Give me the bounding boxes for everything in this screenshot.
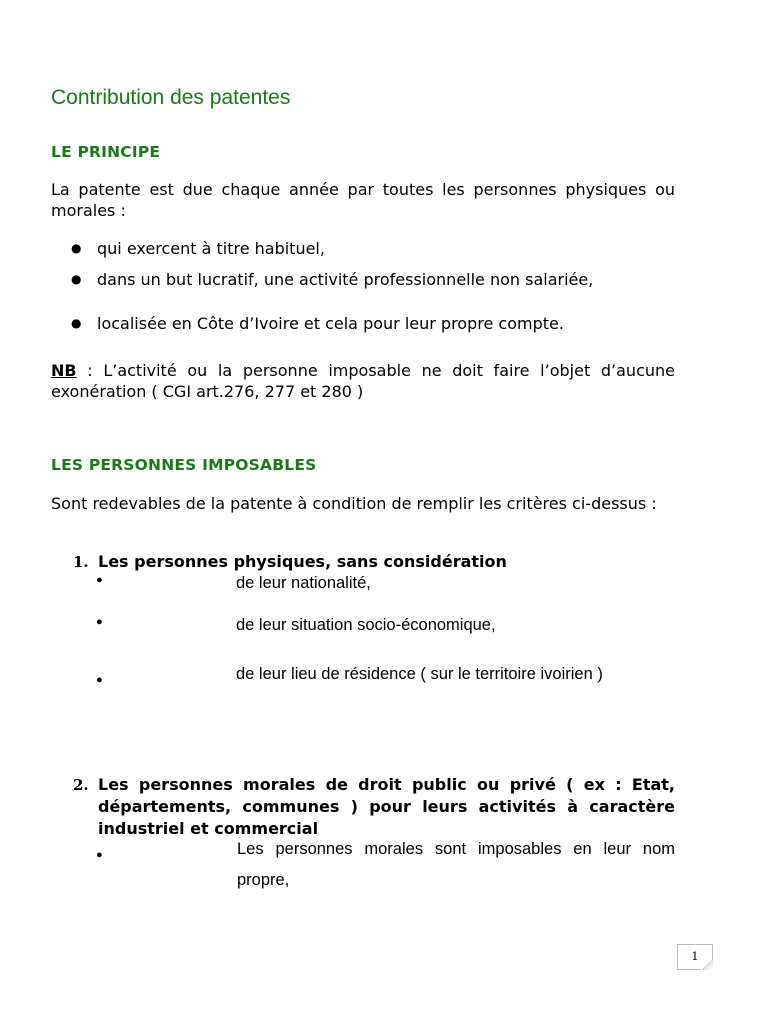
item-number: 1.: [73, 553, 89, 571]
personnes-intro: Sont redevables de la patente à condition de remplir les critères ci-dessus :: [51, 494, 657, 513]
page-number: 1: [691, 950, 699, 963]
bullet-icon: ●: [96, 674, 103, 686]
bullet-icon: ●: [96, 616, 103, 628]
item-text: Les personnes morales de droit public ou privé ( ex : Etat, départements, communes ) pour leurs activités à caractère industriel et commercial: [98, 775, 675, 838]
list-item: ● localisée en Côte d’Ivoire et cela pour leur propre compte.: [71, 314, 564, 333]
item-text: Les personnes physiques, sans considération: [98, 552, 507, 571]
list-item: ● qui exercent à titre habituel,: [71, 239, 325, 258]
bullet-icon: ●: [71, 272, 82, 286]
nb-text: : L’activité ou la personne imposable ne doit faire l’objet d’aucune exonération ( CGI art.276, 277 et 280 ): [51, 361, 675, 401]
principe-intro: La patente est due chaque année par toutes les personnes physiques ou morales :: [51, 180, 675, 220]
bullet-icon: ●: [96, 849, 103, 861]
list-item: ● dans un but lucratif, une activité professionnelle non salariée,: [71, 270, 594, 289]
bullet-icon: ●: [71, 241, 82, 255]
item-number: 2.: [73, 776, 89, 794]
bullet-icon: ●: [96, 574, 103, 586]
nb-label: NB: [51, 361, 77, 380]
page-number-box: [677, 944, 713, 970]
section-heading-principe: LE PRINCIPE: [51, 143, 161, 161]
sub-list-item: ● Les personnes morales sont imposables en leur nom propre,: [96, 840, 675, 889]
sub-list-item: ● de leur nationalité,: [96, 574, 371, 592]
numbered-item-2: [73, 774, 675, 840]
page-title: Contribution des patentes: [51, 86, 291, 109]
bullet-icon: ●: [71, 316, 82, 330]
section-heading-personnes: LES PERSONNES IMPOSABLES: [51, 456, 317, 474]
page-curl-icon: [701, 960, 713, 970]
sub-list-item: ● de leur lieu de résidence ( sur le territoire ivoirien ): [96, 659, 675, 689]
sub-list-item: ● de leur situation socio-économique,: [96, 616, 496, 634]
nb-note: [51, 360, 675, 402]
numbered-item-1: [73, 551, 675, 573]
